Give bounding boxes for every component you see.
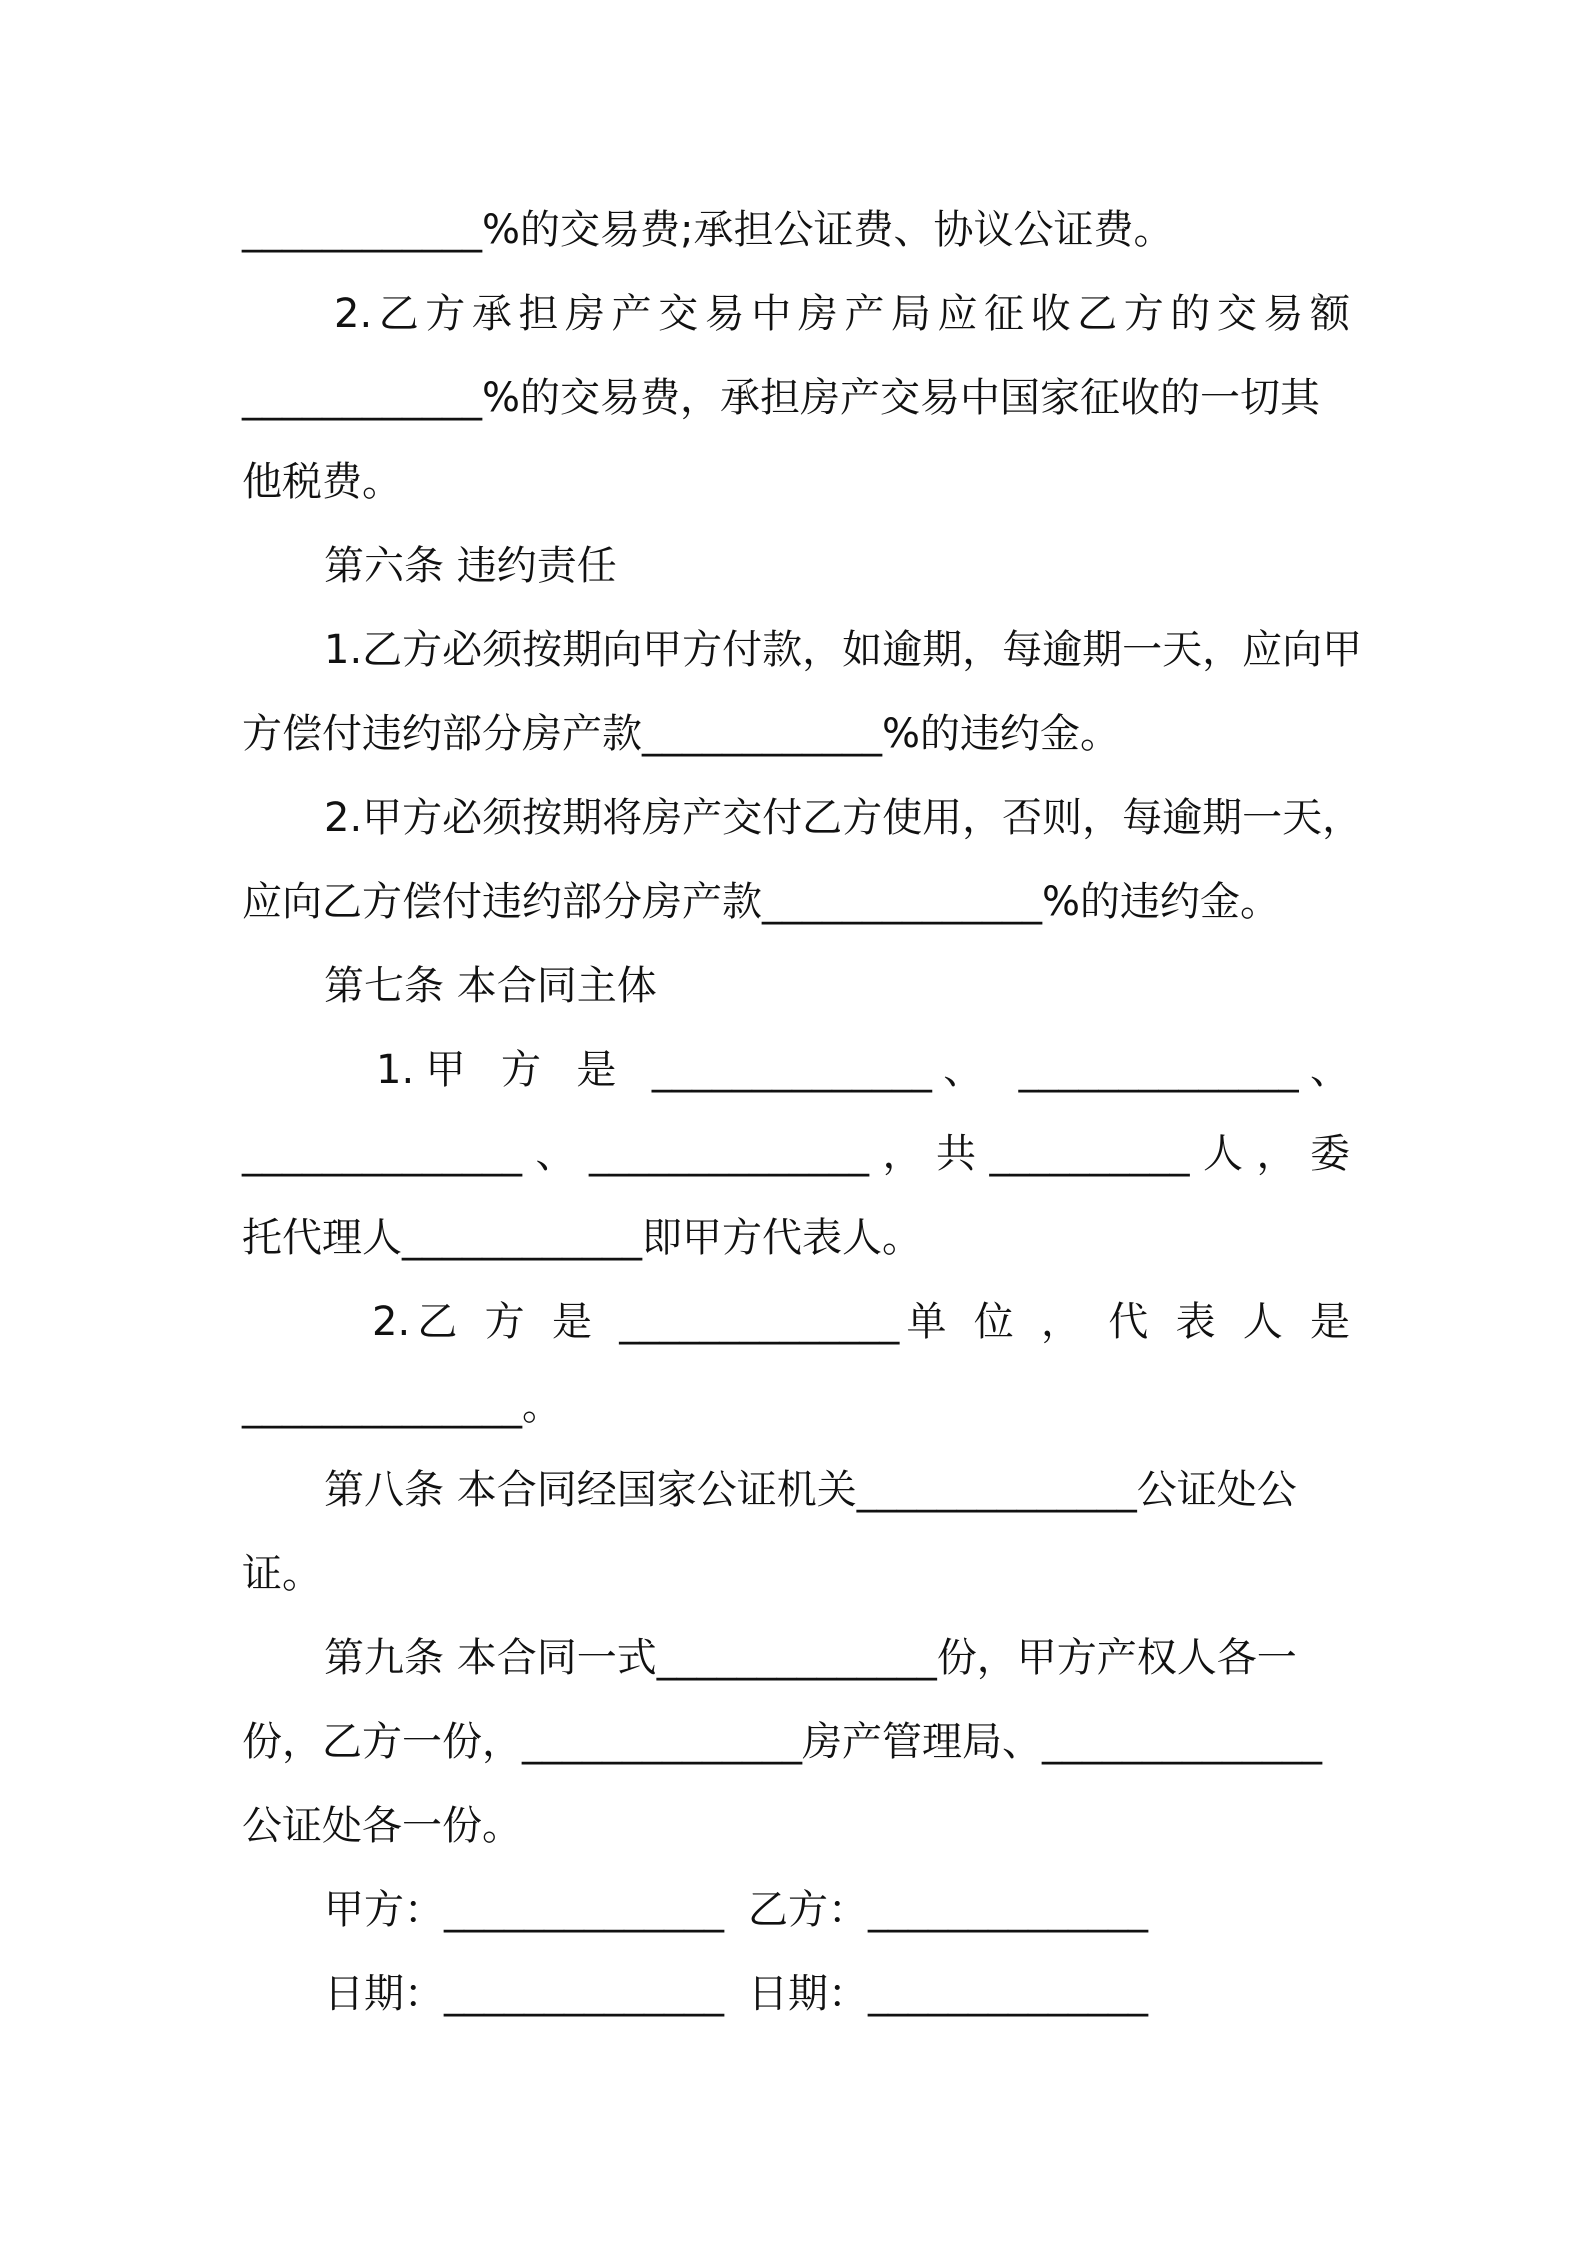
text-line: ______________。	[242, 1383, 562, 1429]
text-line: 证。	[242, 1551, 322, 1597]
date-b-label: 日期：	[748, 1971, 868, 2017]
signature-row-dates	[242, 1966, 1432, 2022]
text-line: 2.乙方承担房产交易中房产局应征收乙方的交易额	[334, 291, 1350, 337]
text-line: 2.甲方必须按期将房产交付乙方使用，否则，每逾期一天，	[324, 795, 1363, 841]
text-line: 托代理人____________即甲方代表人。	[242, 1215, 922, 1261]
text-line: 份，乙方一份，______________房产管理局、______________	[242, 1719, 1322, 1765]
section-heading: 第九条 本合同一式______________份，甲方产权人各一	[324, 1635, 1297, 1681]
text-line: 应向乙方偿付违约部分房产款______________%的违约金。	[242, 879, 1281, 925]
section-heading: 第六条 违约责任	[324, 543, 617, 589]
section-heading: 第七条 本合同主体	[324, 963, 657, 1009]
party-b-blank: ______________	[868, 1887, 1148, 1933]
text-line: 方偿付违约部分房产款____________%的违约金。	[242, 711, 1121, 757]
text-line: 1.乙方必须按期向甲方付款，如逾期，每逾期一天，应向甲	[324, 627, 1363, 673]
date-b-blank: ______________	[868, 1971, 1148, 2017]
party-a-blank: ______________	[444, 1887, 724, 1933]
date-a-blank: ______________	[444, 1971, 724, 2017]
text-line: ____________%的交易费，承担房产交易中国家征收的一切其	[242, 375, 1321, 421]
text-line: 2.乙 方 是 ______________单 位 ， 代 表 人 是	[372, 1299, 1350, 1345]
section-heading: 第八条 本合同经国家公证机关______________公证处公	[324, 1467, 1297, 1513]
date-a-label: 日期：	[324, 1971, 444, 2017]
text-line: ____________%的交易费;承担公证费、协议公证费。	[242, 207, 1174, 253]
signature-row-parties	[242, 1882, 1432, 1938]
party-b-label: 乙方：	[748, 1887, 868, 1933]
text-line: 公证处各一份。	[242, 1803, 522, 1849]
text-line: ______________、______________，共__________人，委	[242, 1131, 1350, 1177]
text-line: 1.甲 方 是 ______________、 ______________、	[376, 1047, 1350, 1093]
party-a-label: 甲方：	[324, 1887, 444, 1933]
text-line: 他税费。	[242, 459, 402, 505]
